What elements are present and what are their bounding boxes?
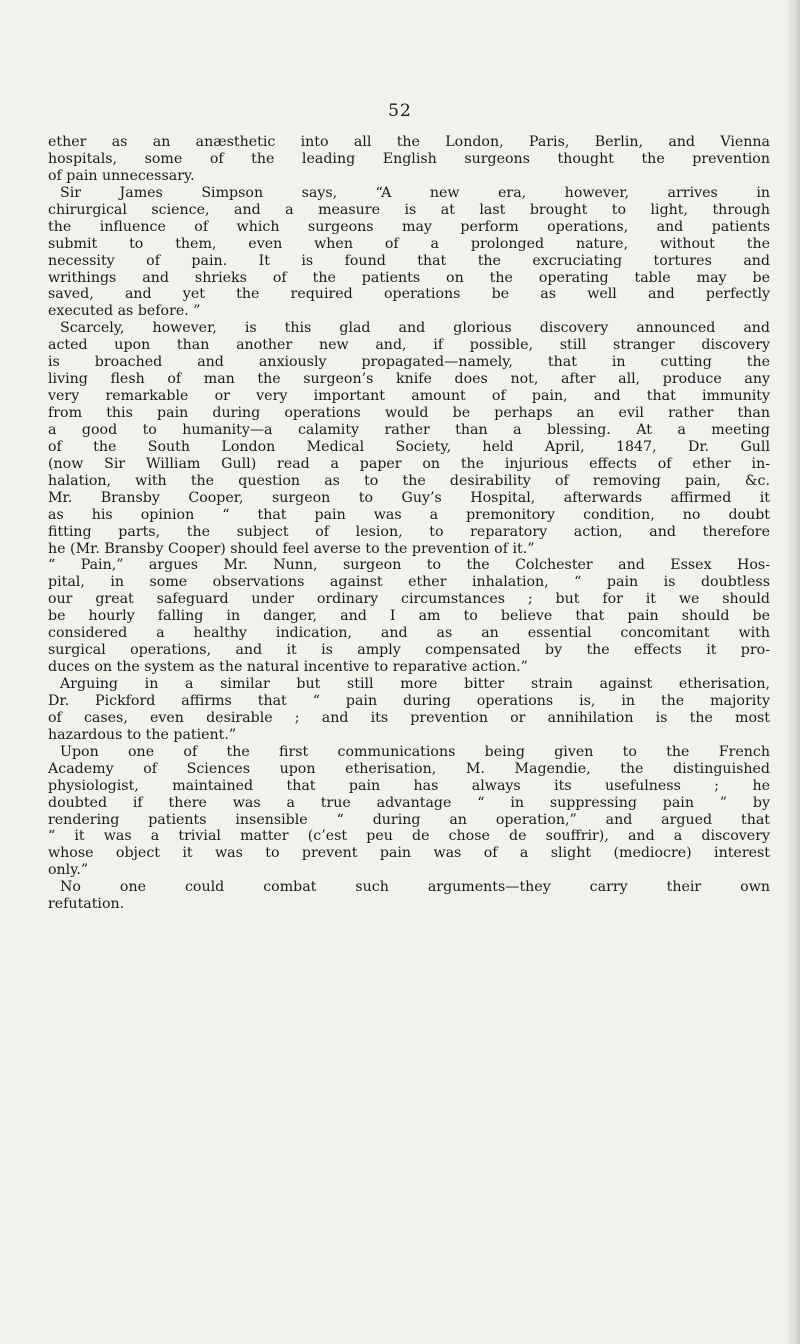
text-line: of pain unnecessary. xyxy=(48,167,195,184)
text-line: writhings and shrieks of the patients on the operating table may be xyxy=(48,269,770,286)
text-line: surgical operations, and it is amply compensated by the effects it pro- xyxy=(48,642,770,659)
text-line: “ it was a trivial matter (c’est peu de chose de souffrir), and a discovery xyxy=(48,828,770,845)
text-line: a good to humanity—a calamity rather than a blessing. At a meeting xyxy=(48,421,770,438)
text-line: pital, in some observations against ether inhalation, “ pain is doubtless xyxy=(48,574,770,591)
text-line: (now Sir William Gull) read a paper on the injurious effects of ether in- xyxy=(48,455,770,472)
text-line: chirurgical science, and a measure is at last brought to light, through xyxy=(48,201,770,218)
text-line: refutation. xyxy=(48,896,125,913)
text-line: our great safeguard under ordinary circumstances ; but for it we should xyxy=(48,591,770,608)
text-line: living flesh of man the surgeon’s knife does not, after all, produce any xyxy=(48,371,770,388)
text-line: Mr. Bransby Cooper, surgeon to Guy’s Hospital, afterwards affirmed it xyxy=(48,489,770,506)
text-line: doubted if there was a true advantage “ in suppressing pain ” by xyxy=(48,794,770,811)
text-line: whose object it was to prevent pain was of a slight (mediocre) interest xyxy=(48,845,770,862)
text-line: acted upon than another new and, if possible, still stranger discovery xyxy=(48,337,770,354)
text-line: as his opinion “ that pain was a premonitory condition, no doubt xyxy=(48,506,770,523)
text-line: the influence of which surgeons may perform operations, and patients xyxy=(48,218,770,235)
page-number: 52 xyxy=(388,101,412,121)
text-line: Scarcely, however, is this glad and glorious discovery announced and xyxy=(60,320,770,337)
text-line: only.” xyxy=(48,862,89,879)
body-text xyxy=(48,134,770,913)
text-line: executed as before. ” xyxy=(48,303,201,320)
text-line: Sir James Simpson says, “A new era, however, arrives in xyxy=(60,184,770,201)
text-line: fitting parts, the subject of lesion, to reparatory action, and therefore xyxy=(48,523,770,540)
text-line: is broached and anxiously propagated—namely, that in cutting the xyxy=(48,354,770,371)
text-line: considered a healthy indication, and as an essential concomitant with xyxy=(48,625,770,642)
text-line: Upon one of the first communications being given to the French xyxy=(60,743,770,760)
text-line: duces on the system as the natural incentive to reparative action.” xyxy=(48,659,528,676)
text-line: rendering patients insensible “ during an operation,” and argued that xyxy=(48,811,770,828)
text-line: he (Mr. Bransby Cooper) should feel averse to the prevention of it.” xyxy=(48,540,535,557)
text-line: Arguing in a similar but still more bitter strain against etherisation, xyxy=(60,676,770,692)
text-line: halation, with the question as to the desirability of removing pain, &c. xyxy=(48,472,770,489)
text-line: Dr. Pickford affirms that “ pain during operations is, in the majority xyxy=(48,692,770,709)
text-line: necessity of pain. It is found that the excruciating tortures and xyxy=(48,252,770,269)
text-line: from this pain during operations would be perhaps an evil rather than xyxy=(48,405,770,421)
text-line: physiologist, maintained that pain has always its usefulness ; he xyxy=(48,777,770,794)
text-line: very remarkable or very important amount of pain, and that immunity xyxy=(48,388,770,405)
text-line: hazardous to the patient.” xyxy=(48,726,237,743)
text-line: ether as an anæsthetic into all the London, Paris, Berlin, and Vienna xyxy=(48,134,770,150)
page-edge-shadow xyxy=(788,0,800,1344)
text-line: No one could combat such arguments—they carry their own xyxy=(60,879,770,896)
text-line: submit to them, even when of a prolonged nature, without the xyxy=(48,235,770,252)
text-line: hospitals, some of the leading English surgeons thought the prevention xyxy=(48,150,770,167)
text-line: saved, and yet the required operations be as well and perfectly xyxy=(48,286,770,303)
text-line: be hourly falling in danger, and I am to believe that pain should be xyxy=(48,608,770,625)
text-line: of cases, even desirable ; and its prevention or annihilation is the most xyxy=(48,709,770,726)
text-line: of the South London Medical Society, held April, 1847, Dr. Gull xyxy=(48,438,770,455)
text-line: Academy of Sciences upon etherisation, M. Magendie, the distinguished xyxy=(48,760,770,777)
text-line: “ Pain,” argues Mr. Nunn, surgeon to the Colchester and Essex Hos- xyxy=(48,557,770,574)
